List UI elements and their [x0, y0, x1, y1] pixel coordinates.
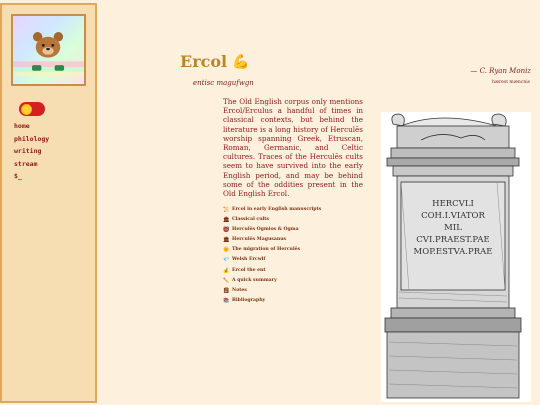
inscription-line-2: COH.I.VIATOR [421, 211, 485, 221]
toc-item[interactable] [223, 245, 321, 255]
toc-item[interactable] [223, 286, 321, 296]
gem-icon: 💎 [223, 257, 230, 264]
nav-item-stream[interactable]: stream [14, 159, 38, 168]
inscription-line-4: CVI.PRAEST.PAE [416, 235, 490, 245]
sidebar-nav [14, 120, 49, 183]
page-subtitle: entisc magufwgn [193, 79, 254, 87]
temple-icon: 🏛 [223, 217, 230, 224]
page-title: Ercol [180, 52, 228, 71]
temple-icon: 🏛 [223, 237, 230, 244]
bear-avatar-icon [13, 16, 84, 84]
toc-item-label: Bibliography [232, 297, 266, 303]
avatar[interactable] [11, 14, 86, 86]
toc-item[interactable] [223, 205, 321, 215]
toc-item-label: Herculēs Ogmios & Ogma [232, 227, 299, 233]
nav-item-philology[interactable]: philology [14, 134, 50, 143]
title-row [180, 52, 250, 71]
notes-icon: 🗒 [223, 287, 230, 294]
toc-item-label: The migration of Herculēs [232, 247, 301, 253]
toc-item[interactable] [223, 215, 321, 225]
toc-item[interactable] [223, 276, 321, 286]
sun-icon: 🌞 [223, 247, 230, 254]
toc-item-label: Ercol the ent [232, 267, 266, 273]
nav-item-writing[interactable]: writing [14, 147, 42, 155]
ogre-icon: 👹 [223, 227, 230, 234]
nav-item-home[interactable]: home [14, 122, 30, 130]
sidebar [0, 3, 97, 403]
theme-toggle[interactable] [19, 102, 45, 116]
author-subtitle: hærest mæncnis [491, 80, 530, 85]
toc-item[interactable] [223, 225, 321, 235]
toc-item-label: Herculēs Magusanus [232, 237, 287, 243]
books-icon: 📚 [223, 297, 230, 304]
moneybag-icon: 💰 [223, 267, 230, 274]
flexed-biceps-icon: 💪 [232, 53, 250, 70]
author-name: — C. Ryan Moniz [470, 67, 531, 75]
toc-item[interactable] [223, 266, 321, 276]
toc-item-label: Classical cults [232, 217, 270, 223]
scroll-icon: 📜 [223, 207, 230, 213]
inscription-line-1: HERCVLI [432, 199, 474, 209]
toc-item-label: A quick summary [232, 277, 277, 283]
altar-illustration-icon [381, 112, 531, 402]
toc-item-label: Welsh Ercwlf [232, 257, 266, 263]
sun-icon [22, 105, 31, 114]
altar-engraving [381, 112, 531, 402]
inscription-line-3: MIL [444, 223, 462, 233]
toc-item[interactable] [223, 235, 321, 245]
table-of-contents [223, 205, 321, 306]
inscription-line-5: MOP.ESTVA.PRAE [413, 247, 493, 257]
toc-item-label: Notes [232, 287, 247, 293]
pencil-icon: ✏️ [223, 277, 230, 284]
toc-item-label: Ercol in early English manuscripts [232, 207, 322, 212]
intro-paragraph: The Old English corpus only mentions Ercol/Erculus a handful of times in classical contexts, but behind the literature is a long history of Herculēs worship spanning Greek, Etruscan, Roman, Germanic, and Celtic cultures. Traces of the Herculēs cults seem to have survived into the early English period, and may be behind some of the oddities present in the Old English Ercol. [223, 97, 363, 199]
nav-item-shell[interactable]: $_ [14, 172, 22, 180]
toc-item[interactable] [223, 296, 321, 306]
toc-item[interactable] [223, 255, 321, 265]
